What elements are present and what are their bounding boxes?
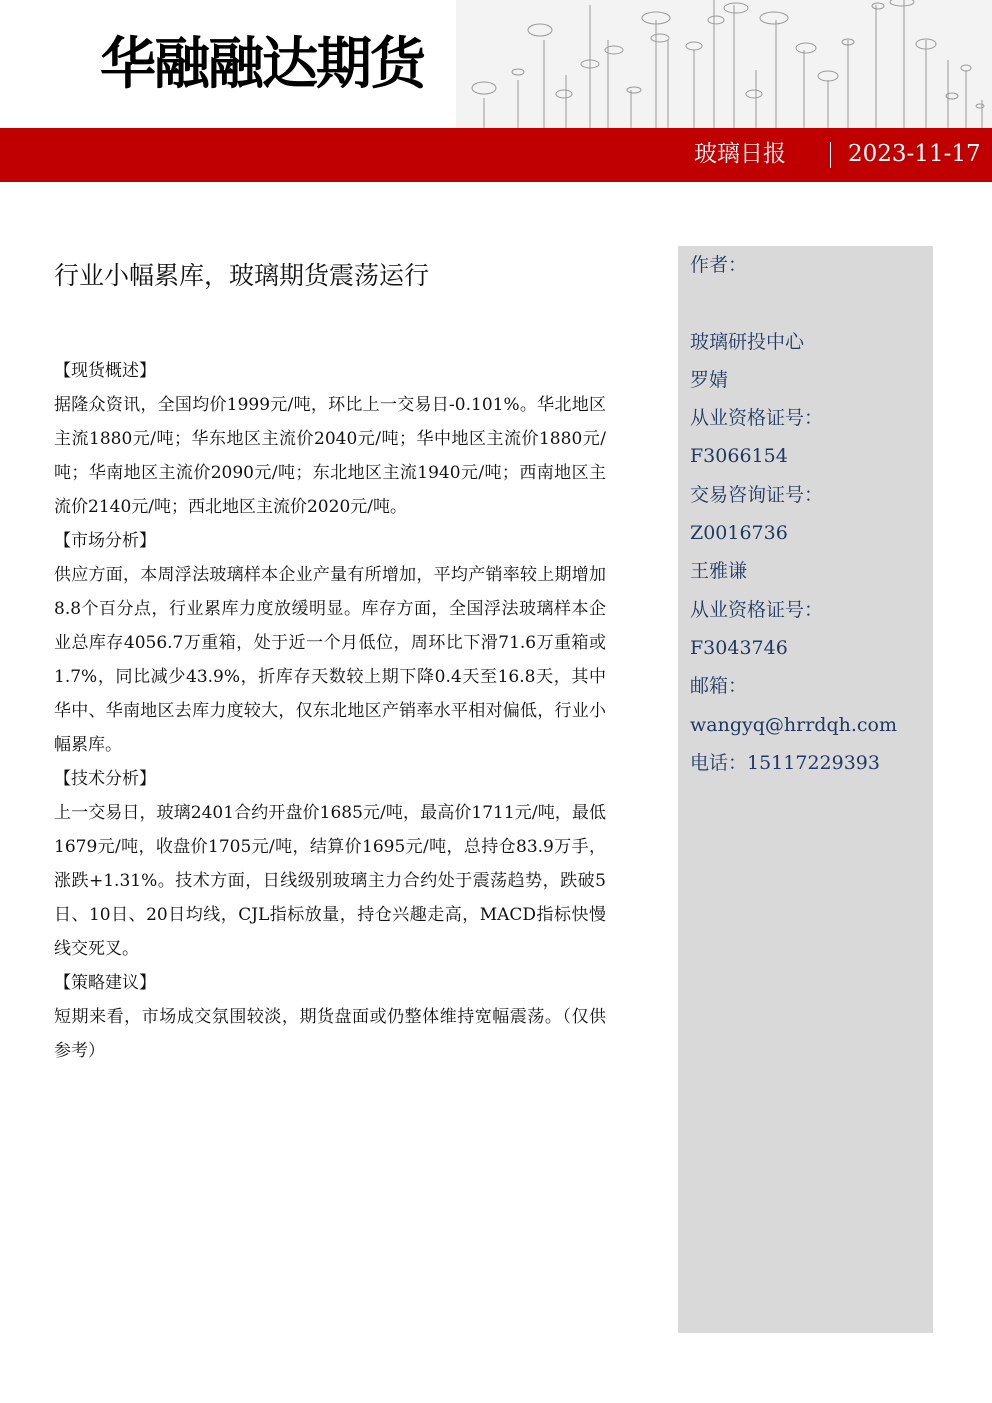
analyst-name: 罗婧 xyxy=(690,368,729,391)
cert-number: F3066154 xyxy=(690,445,788,468)
analyst-name: 王雅谦 xyxy=(690,560,748,583)
section-text: 据隆众资讯，全国均价1999元/吨，环比上一交易日-0.101%。华北地区主流1880元/吨；华东地区主流价2040元/吨；华中地区主流价1880元/吨；华南地区主流价2090元/吨；东北地区主流1940元/吨；西南地区主流价2140元/吨；西北地区主流价2020元/吨。 xyxy=(54,395,606,517)
email-label: 邮箱： xyxy=(690,675,748,698)
section-strategy xyxy=(54,966,606,1068)
section-technical xyxy=(54,762,606,966)
header-separator xyxy=(830,142,831,168)
headline: 行业小幅累库，玻璃期货震荡运行 xyxy=(54,261,430,290)
phone: 电话：15117229393 xyxy=(690,751,880,774)
section-heading: 【技术分析】 xyxy=(54,769,156,789)
section-text: 短期来看，市场成交氛围较淡，期货盘面或仍整体维持宽幅震荡。（仅供参考） xyxy=(54,1007,606,1061)
section-text: 供应方面，本周浮法玻璃样本企业产量有所增加，平均产销率较上期增加8.8个百分点，行业累库力度放缓明显。库存方面，全国浮法玻璃样本企业总库存4056.7万重箱，处于近一个月低位，周环比下滑71.6万重箱或1.7%，同比减少43.9%，折库存天数较上期下降0.4天至16.8天，其中华中、华南地区去库力度较大，仅东北地区产销率水平相对偏低，行业小幅累库。 xyxy=(54,565,606,755)
email-link[interactable]: wangyq@hrrdqh.com xyxy=(690,713,897,736)
header-decoration xyxy=(456,0,992,130)
author-info xyxy=(690,246,930,782)
spacer xyxy=(690,284,930,322)
section-heading: 【现货概述】 xyxy=(54,361,156,381)
cert-number: F3043746 xyxy=(690,636,788,659)
report-date: 2023-11-17 xyxy=(848,141,981,167)
cert-label: 从业资格证号： xyxy=(690,598,824,621)
section-text: 上一交易日，玻璃2401合约开盘价1685元/吨，最高价1711元/吨，最低1679元/吨，收盘价1705元/吨，结算价1695元/吨，总持仓83.9万手，涨跌+1.31%。技术方面，日线级别玻璃主力合约处于震荡趋势，跌破5日、10日、20日均线，CJL指标放量，持仓兴趣走高，MACD指标快慢线交死叉。 xyxy=(54,803,606,959)
report-type: 玻璃日报 xyxy=(694,141,786,167)
section-heading: 【策略建议】 xyxy=(54,973,156,993)
section-market xyxy=(54,524,606,762)
cert-label: 从业资格证号： xyxy=(690,407,824,430)
company-logo: 华融融达期货 xyxy=(100,32,424,97)
section-heading: 【市场分析】 xyxy=(54,531,156,551)
report-body xyxy=(54,354,606,1068)
section-spot xyxy=(54,354,606,524)
consult-number: Z0016736 xyxy=(690,522,788,545)
consult-label: 交易咨询证号： xyxy=(690,483,824,506)
research-center: 玻璃研投中心 xyxy=(690,330,805,353)
author-label: 作者： xyxy=(690,254,748,276)
header-band xyxy=(0,128,992,182)
